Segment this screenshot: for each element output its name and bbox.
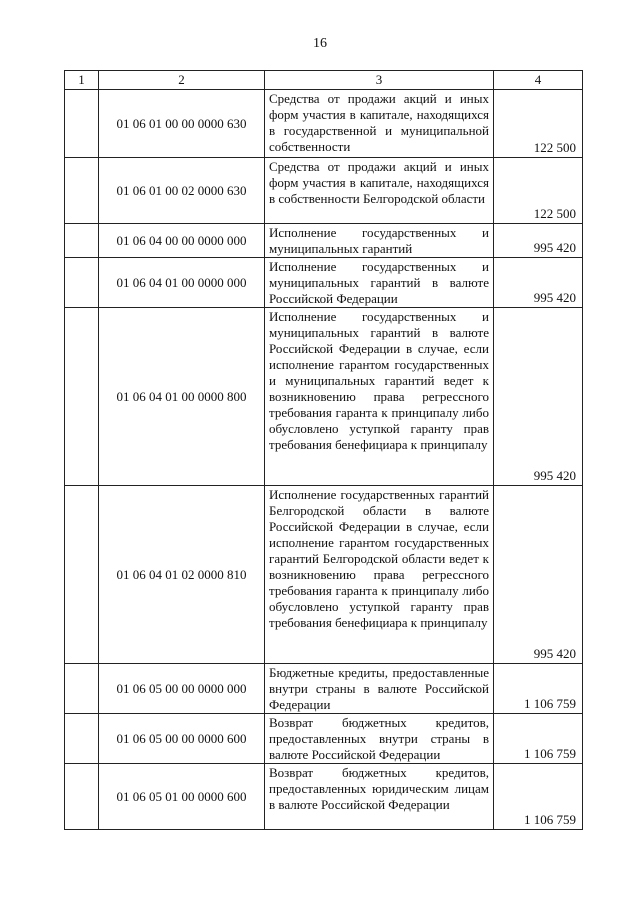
row-amount: 995 420 <box>494 486 583 664</box>
budget-table <box>64 70 583 830</box>
row-number-cell <box>65 308 99 486</box>
table-row <box>65 158 583 224</box>
budget-code: 01 06 01 00 00 0000 630 <box>99 90 265 158</box>
budget-code: 01 06 01 00 02 0000 630 <box>99 158 265 224</box>
row-number-cell <box>65 664 99 714</box>
row-amount: 122 500 <box>494 158 583 224</box>
row-description: Исполнение государственных гарантий Белгородской области в валюте Российской Федерации в случае, если исполнение гарантом государственных гарантий Белгородской области ведет к возникновению права регрессного требования гаранта к принципалу либо обусловлено уступкой гаранту прав требования бенефициара к принципалу <box>265 486 494 664</box>
budget-code: 01 06 05 00 00 0000 600 <box>99 714 265 764</box>
row-amount: 122 500 <box>494 90 583 158</box>
row-description: Средства от продажи акций и иных форм участия в капитале, находящихся в государственной и муниципальной собственности <box>265 90 494 158</box>
budget-code: 01 06 05 00 00 0000 000 <box>99 664 265 714</box>
row-number-cell <box>65 258 99 308</box>
table-row <box>65 664 583 714</box>
budget-code: 01 06 04 01 02 0000 810 <box>99 486 265 664</box>
row-number-cell <box>65 764 99 830</box>
row-amount: 995 420 <box>494 258 583 308</box>
row-number-cell <box>65 158 99 224</box>
table-row <box>65 308 583 486</box>
row-amount: 1 106 759 <box>494 714 583 764</box>
header-col-1: 1 <box>65 71 99 90</box>
table-row <box>65 90 583 158</box>
row-number-cell <box>65 90 99 158</box>
table-row <box>65 258 583 308</box>
page-number: 16 <box>313 36 327 51</box>
table-row <box>65 764 583 830</box>
budget-code: 01 06 04 00 00 0000 000 <box>99 224 265 258</box>
budget-code: 01 06 04 01 00 0000 800 <box>99 308 265 486</box>
row-amount: 1 106 759 <box>494 764 583 830</box>
row-description: Средства от продажи акций и иных форм участия в капитале, находящихся в собственности Белгородской области <box>265 158 494 224</box>
table-row <box>65 486 583 664</box>
row-amount: 995 420 <box>494 224 583 258</box>
row-amount: 1 106 759 <box>494 664 583 714</box>
header-col-4: 4 <box>494 71 583 90</box>
row-description: Исполнение государственных и муниципальных гарантий <box>265 224 494 258</box>
row-description: Исполнение государственных и муниципальных гарантий в валюте Российской Федерации в случае, если исполнение гарантом государственных и муниципальных гарантий ведет к возникновению права регрессного требования гаранта к принципалу либо обусловлено уступкой гаранту прав требования бенефициара к принципалу <box>265 308 494 486</box>
table-row <box>65 224 583 258</box>
row-description: Возврат бюджетных кредитов, предоставленных юридическим лицам в валюте Российской Федерации <box>265 764 494 830</box>
header-col-2: 2 <box>99 71 265 90</box>
table-row <box>65 714 583 764</box>
row-number-cell <box>65 714 99 764</box>
row-description: Возврат бюджетных кредитов, предоставленных внутри страны в валюте Российской Федерации <box>265 714 494 764</box>
header-col-3: 3 <box>265 71 494 90</box>
row-amount: 995 420 <box>494 308 583 486</box>
row-description: Бюджетные кредиты, предоставленные внутри страны в валюте Российской Федерации <box>265 664 494 714</box>
row-number-cell <box>65 224 99 258</box>
budget-code: 01 06 04 01 00 0000 000 <box>99 258 265 308</box>
header-row <box>65 71 583 90</box>
row-number-cell <box>65 486 99 664</box>
budget-code: 01 06 05 01 00 0000 600 <box>99 764 265 830</box>
row-description: Исполнение государственных и муниципальных гарантий в валюте Российской Федерации <box>265 258 494 308</box>
